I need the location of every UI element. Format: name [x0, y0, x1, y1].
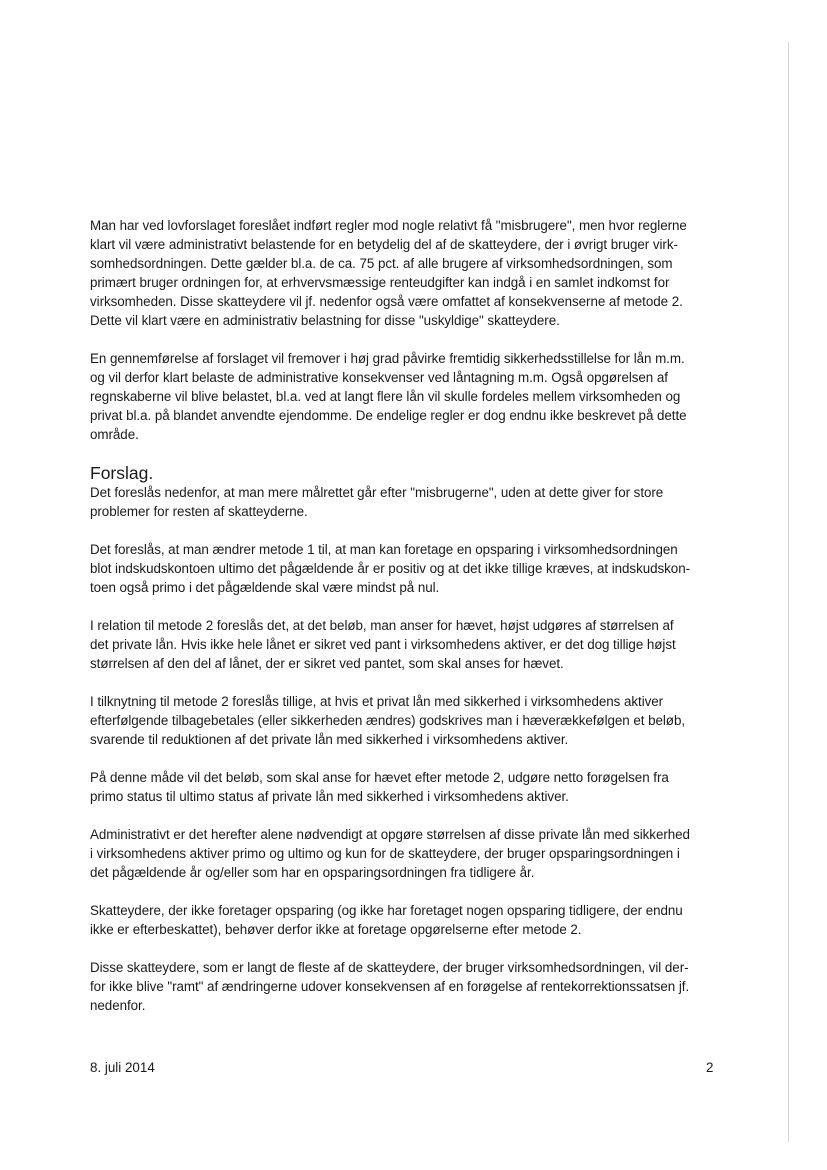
text-line: Det foreslås nedenfor, at man mere målrettet går efter "misbrugerne", uden at dette giver for store — [90, 485, 664, 500]
proposal-section — [90, 483, 735, 1015]
paragraph — [90, 216, 735, 330]
text-line: nedenfor. — [90, 998, 146, 1013]
text-line: problemer for resten af skatteyderne. — [90, 504, 308, 519]
paragraph — [90, 616, 735, 673]
text-line: På denne måde vil det beløb, som skal anse for hævet efter metode 2, udgøre netto forøgelsen fra — [90, 770, 669, 785]
text-line: ikke er efterbeskattet), behøver derfor ikke at foretage opgørelserne efter metode 2. — [90, 922, 582, 937]
text-line: Administrativt er det herefter alene nødvendigt at opgøre størrelsen af disse private lån med sikkerhed — [90, 827, 690, 842]
text-line: i virksomhedens aktiver primo og ultimo og kun for de skatteydere, der bruger opsparingsordningen i — [90, 846, 680, 861]
text-line: det private lån. Hvis ikke hele lånet er sikret ved pant i virksomhedens aktiver, er det dog tillige højst — [90, 637, 676, 652]
text-line: primært bruger ordningen for, at erhvervsmæssige renteudgifter kan indgå i en samlet indkomst for — [90, 275, 670, 290]
paragraph — [90, 349, 735, 444]
paragraph — [90, 768, 735, 806]
paragraph — [90, 483, 735, 521]
footer-date: 8. juli 2014 — [90, 1060, 155, 1075]
text-line: efterfølgende tilbagebetales (eller sikkerheden ændres) godskrives man i hæverækkefølgen et beløb, — [90, 713, 686, 728]
text-line: det pågældende år og/eller som har en opsparingsordningen fra tidligere år. — [90, 865, 535, 880]
text-line: Skatteydere, der ikke foretager opsparing (og ikke har foretaget nogen opsparing tidligere, der endnu — [90, 903, 683, 918]
margin-rule — [788, 42, 789, 1142]
page-number: 2 — [706, 1060, 714, 1075]
section-heading: Forslag. — [90, 463, 154, 483]
text-line: og vil derfor klart belaste de administrative konsekvenser ved låntagning m.m. Også opgørelsen af — [90, 370, 668, 385]
paragraph — [90, 958, 735, 1015]
text-line: primo status til ultimo status af private lån med sikkerhed i virksomhedens aktiver. — [90, 789, 569, 804]
text-line: somhedsordningen. Dette gælder bl.a. de ca. 75 pct. af alle brugere af virksomhedsordningen, som — [90, 256, 673, 271]
paragraph — [90, 901, 735, 939]
text-line: virksomheden. Disse skatteydere vil jf. nedenfor også være omfattet af konsekvenserne af metode 2. — [90, 294, 683, 309]
text-line: Dette vil klart være en administrativ belastning for disse "uskyldige" skatteydere. — [90, 313, 560, 328]
text-line: En gennemførelse af forslaget vil fremover i høj grad påvirke fremtidig sikkerhedsstillelse for lån m.m. — [90, 351, 685, 366]
paragraph — [90, 540, 735, 597]
text-line: toen også primo i det pågældende skal være mindst på nul. — [90, 580, 440, 595]
text-line: svarende til reduktionen af det private lån med sikkerhed i virksomhedens aktiver. — [90, 732, 569, 747]
document-body — [90, 216, 735, 1034]
text-line: privat bl.a. på blandet anvendte ejendomme. De endelige regler er dog endnu ikke beskrevet på dette — [90, 408, 687, 423]
paragraph — [90, 825, 735, 882]
text-line: blot indskudskontoen ultimo det pågældende år er positiv og at det ikke tillige kræves, at indskudskon- — [90, 561, 690, 576]
text-line: I tilknytning til metode 2 foreslås tillige, at hvis et privat lån med sikkerhed i virksomhedens aktiver — [90, 694, 664, 709]
text-line: Disse skatteydere, som er langt de fleste af de skatteydere, der bruger virksomhedsordningen, vil der- — [90, 960, 689, 975]
text-line: klart vil være administrativt belastende for en betydelig del af de skatteydere, der i øvrigt bruger virk- — [90, 237, 678, 252]
intro-section — [90, 216, 735, 444]
text-line: størrelsen af den del af lånet, der er sikret ved pantet, som skal anses for hævet. — [90, 656, 564, 671]
text-line: for ikke blive "ramt" af ændringerne udover konsekvensen af en forøgelse af rentekorrektionssatsen jf. — [90, 979, 690, 994]
paragraph — [90, 692, 735, 749]
text-line: område. — [90, 427, 139, 442]
text-line: Man har ved lovforslaget foreslået indført regler mod nogle relativt få "misbrugere", men hvor reglerne — [90, 218, 687, 233]
text-line: I relation til metode 2 foreslås det, at det beløb, man anser for hævet, højst udgøres af størrelsen af — [90, 618, 674, 633]
text-line: regnskaberne vil blive belastet, bl.a. ved at langt flere lån vil skulle fordeles mellem virksomheden og — [90, 389, 681, 404]
text-line: Det foreslås, at man ændrer metode 1 til, at man kan foretage en opsparing i virksomhedsordningen — [90, 542, 678, 557]
